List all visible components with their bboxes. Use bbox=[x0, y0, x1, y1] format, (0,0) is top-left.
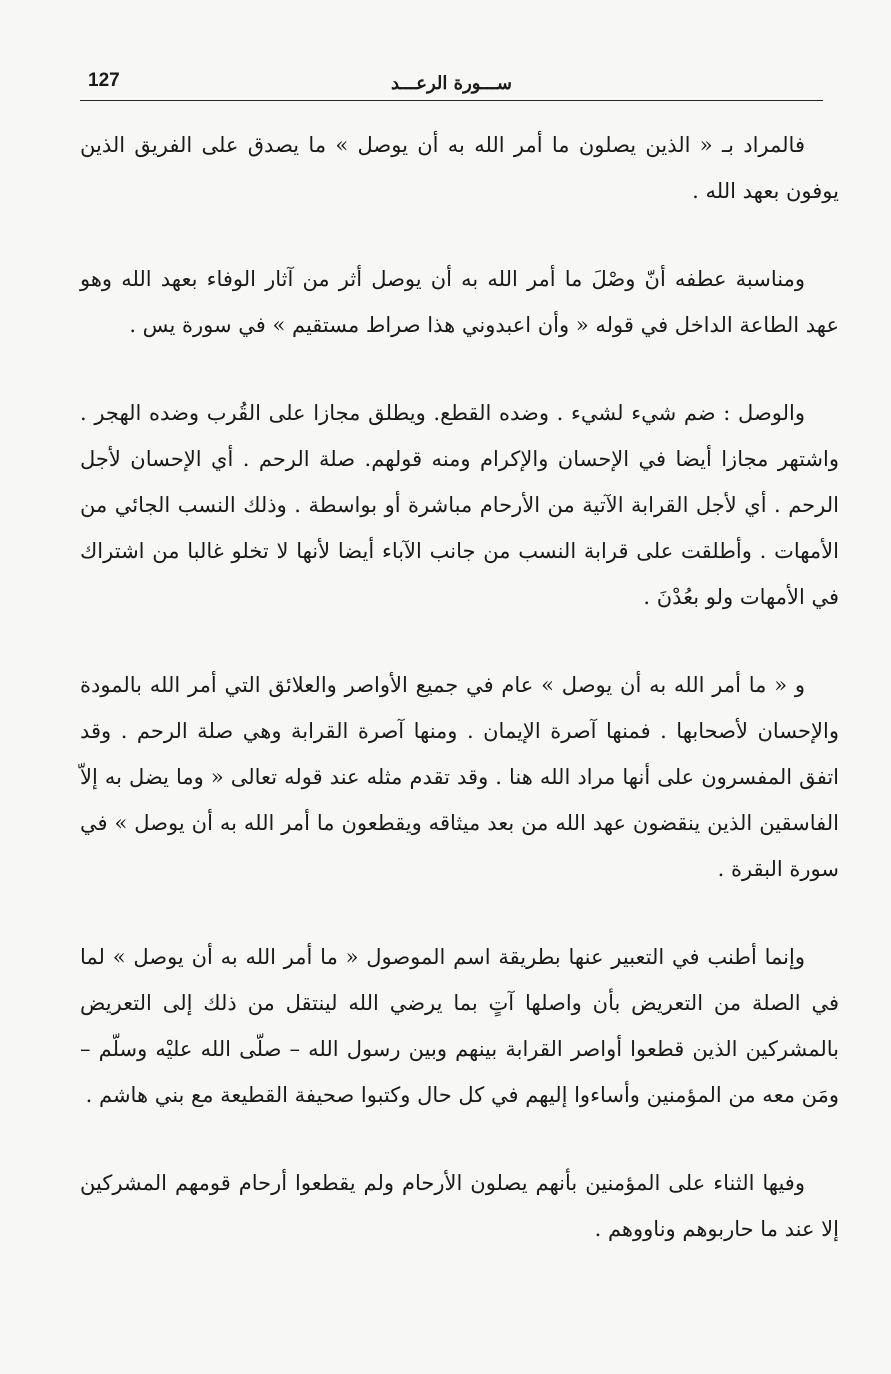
paragraph-6: وفيها الثناء على المؤمنين بأنهم يصلون الأرحام ولم يقطعوا أرحام قومهم المشركين إلا عند ما حاربوهم وناووهم . bbox=[80, 1171, 839, 1241]
page-header bbox=[80, 66, 823, 101]
running-title: ســـورة الرعـــد bbox=[390, 73, 513, 94]
paragraph-3: والوصل : ضم شيء لشيء . وضده القطع. ويطلق مجازا على القُرب وضده الهجر . واشتهر مجازا أيضا في الإحسان والإكرام ومنه قولهم. صلة الرحم . أي الإحسان لأجل الرحم . أي لأجل القرابة الآتية من الأرحام مباشرة أو بواسطة . وذلك النسب الجائي من الأمهات . وأطلقت على قرابة النسب من جانب الآباء أيضا لأنها لا تخلو غالبا من اشتراك في الأمهات ولو بعُدْنَ . bbox=[80, 401, 839, 609]
page-number: 127 bbox=[88, 70, 120, 91]
paragraph-5: وإنما أطنب في التعبير عنها بطريقة اسم الموصول « ما أمر الله به أن يوصل » لما في الصلة من التعريض بأن واصلها آتٍ بما يرضي الله لينتقل من ذلك إلى التعريض بالمشركين الذين قطعوا أواصر القرابة بينهم وبين رسول الله – صلّى الله عليْه وسلّم – ومَن معه من المؤمنين وأساءوا إليهم في كل حال وكتبوا صحيفة القطيعة مع بني هاشم . bbox=[80, 945, 839, 1107]
paragraph-2: ومناسبة عطفه أنّ وصْلَ ما أمر الله به أن يوصل أثر من آثار الوفاء بعهد الله وهو عهد الطاعة الداخل في قوله « وأن اعبدوني هذا صراط مستقيم » في سورة يس . bbox=[80, 267, 839, 337]
paragraph-1: فالمراد بـ « الذين يصلون ما أمر الله به أن يوصل » ما يصدق على الفريق الذين يوفون بعهد الله . bbox=[80, 133, 839, 203]
paragraph-4: و « ما أمر الله به أن يوصل » عام في جميع الأواصر والعلائق التي أمر الله بالمودة والإحسان لأصحابها . فمنها آصرة الإيمان . ومنها آصرة القرابة وهي صلة الرحم . وقد اتفق المفسرون على أنها مراد الله هنا . وقد تقدم مثله عند قوله تعالى « وما يضل به إلاّ الفاسقين الذين ينقضون عهد الله من بعد ميثاقه ويقطعون ما أمر الله به أن يوصل » في سورة البقرة . bbox=[80, 673, 839, 881]
body-text bbox=[80, 122, 839, 1294]
